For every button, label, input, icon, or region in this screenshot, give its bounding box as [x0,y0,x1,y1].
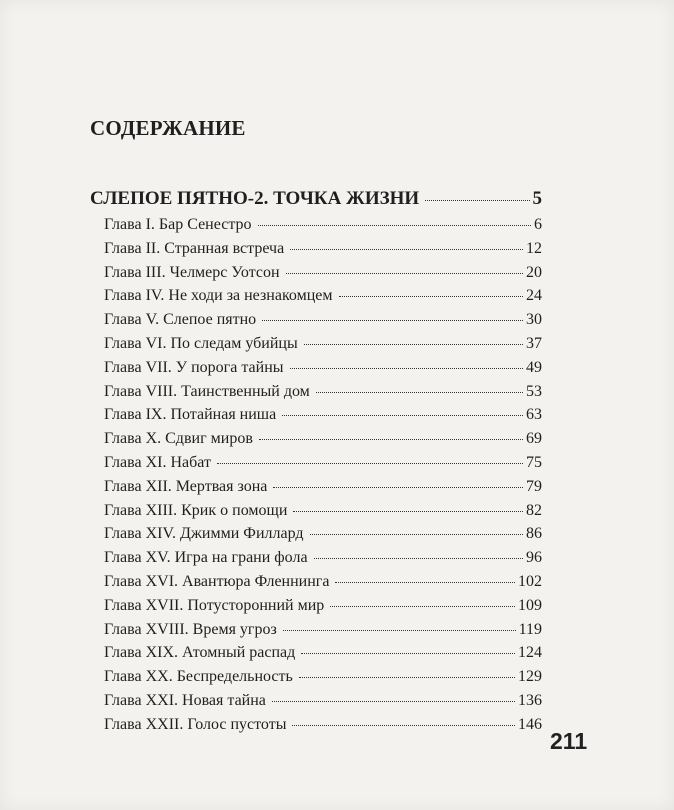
toc-chapter-entry[interactable] [90,668,542,692]
toc-chapter-entry[interactable] [90,240,542,264]
chapter-page: 24 [526,287,542,305]
chapter-title: Глава I. Бар Сенестро [104,216,252,233]
chapter-title: Глава XV. Игра на грани фола [104,549,308,567]
chapter-page: 37 [526,334,542,352]
chapter-page: 96 [526,549,542,567]
toc-chapter-entry[interactable] [90,335,542,359]
dot-leader [290,368,523,369]
chapter-page: 69 [526,430,542,448]
toc-chapter-entry[interactable] [90,597,542,621]
chapter-page: 119 [518,620,542,638]
dot-leader [259,439,523,440]
dot-leader [304,344,523,345]
dot-leader [330,606,515,607]
dot-leader [293,511,523,512]
toc-part-entry[interactable] [90,188,542,216]
chapter-title: Глава XXII. Голос пустоты [104,715,287,733]
toc-chapter-entry[interactable] [90,549,542,573]
dot-leader [262,320,523,321]
dot-leader [217,463,523,464]
toc-chapter-entry[interactable] [90,621,542,645]
toc-chapter-entry[interactable] [90,216,542,240]
chapter-title: Глава XIII. Крик о помощи [104,501,288,519]
chapter-page: 75 [526,453,542,471]
chapter-page: 12 [526,239,542,257]
toc-chapter-entry[interactable] [90,525,542,549]
dot-leader [335,582,515,583]
chapter-title: Глава VIII. Таинственный дом [104,382,310,400]
toc-chapter-entry[interactable] [90,573,542,597]
toc-chapter-entry[interactable] [90,502,542,526]
toc-chapter-entry[interactable] [90,692,542,716]
dot-leader [301,653,515,654]
contents-heading: СОДЕРЖАНИЕ [90,116,246,140]
chapter-page: 86 [526,525,542,543]
chapter-title: Глава XIX. Атомный распад [104,644,296,662]
toc-chapter-entry[interactable] [90,406,542,430]
table-of-contents [90,188,542,740]
chapter-title: Глава II. Странная встреча [104,239,285,257]
part-title: СЛЕПОЕ ПЯТНО-2. ТОЧКА ЖИЗНИ [90,188,420,209]
chapter-title: Глава V. Слепое пятно [104,311,257,329]
page-number: 211 [550,728,588,754]
chapter-page: 129 [518,668,542,686]
dot-leader [310,534,524,535]
chapter-page: 30 [526,311,542,329]
chapter-title: Глава IV. Не ходи за незнакомцем [104,287,333,305]
chapter-title: Глава XII. Мертвая зона [104,477,268,495]
toc-chapter-entry[interactable] [90,644,542,668]
chapter-page: 102 [518,572,542,590]
chapter-title: Глава IX. Потайная ниша [104,406,277,424]
dot-leader [314,558,523,559]
chapter-title: Глава VII. У порога тайны [104,358,284,376]
chapter-title: Глава X. Сдвиг миров [104,430,253,448]
chapter-page: 63 [526,406,542,424]
chapter-page: 6 [534,216,542,233]
toc-chapter-entry[interactable] [90,359,542,383]
chapter-title: Глава XVIII. Время угроз [104,620,277,638]
toc-chapter-entry[interactable] [90,311,542,335]
dot-leader [283,630,516,631]
toc-chapter-entry[interactable] [90,383,542,407]
dot-leader [292,725,515,726]
dot-leader [290,249,523,250]
chapter-page: 146 [518,715,542,733]
chapter-page: 82 [526,501,542,519]
chapter-page: 136 [518,691,542,709]
dot-leader [286,273,523,274]
chapter-page: 124 [518,644,542,662]
dot-leader [425,200,529,201]
chapter-page: 79 [526,477,542,495]
chapter-page: 53 [526,382,542,400]
dot-leader [299,677,515,678]
toc-chapter-entry[interactable] [90,430,542,454]
toc-chapter-entry[interactable] [90,264,542,288]
chapter-title: Глава XIV. Джимми Филлард [104,525,304,543]
part-page: 5 [532,188,542,209]
dot-leader [339,296,523,297]
toc-chapter-entry[interactable] [90,716,542,740]
chapter-page: 20 [526,263,542,281]
chapter-title: Глава III. Челмерс Уотсон [104,263,280,281]
toc-chapter-entry[interactable] [90,454,542,478]
chapter-title: Глава XVI. Авантюра Фленнинга [104,572,330,590]
chapter-title: Глава XX. Беспредельность [104,668,293,686]
dot-leader [258,225,531,226]
dot-leader [282,415,523,416]
dot-leader [272,701,515,702]
chapter-title: Глава XVII. Потусторонний мир [104,596,325,614]
chapter-title: Глава VI. По следам убийцы [104,334,298,352]
dot-leader [273,487,523,488]
toc-chapter-entry[interactable] [90,287,542,311]
chapter-title: Глава XI. Набат [104,453,211,471]
dot-leader [316,392,523,393]
toc-chapter-entry[interactable] [90,478,542,502]
chapter-title: Глава XXI. Новая тайна [104,691,266,709]
chapter-page: 109 [518,596,542,614]
chapter-page: 49 [526,358,542,376]
chapter-list [90,216,542,740]
